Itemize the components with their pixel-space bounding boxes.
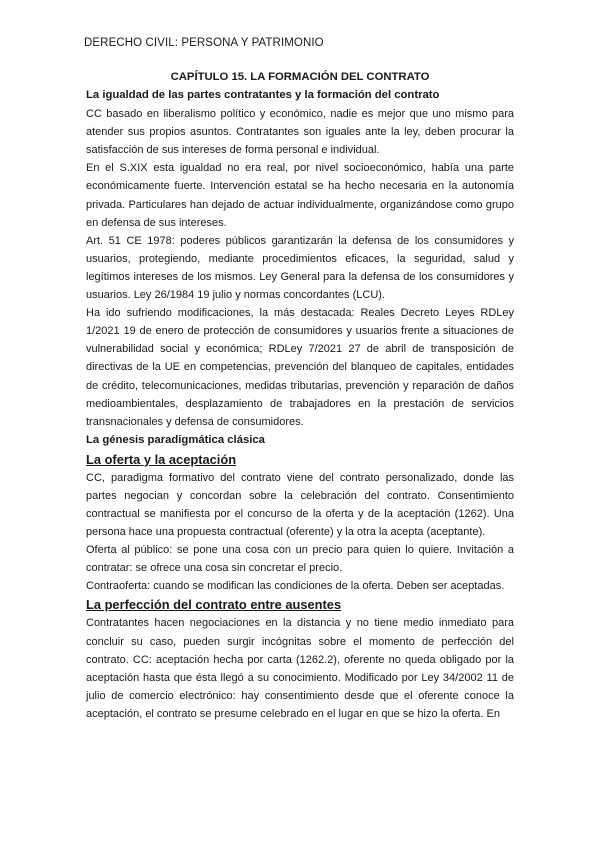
subsection-heading-perfeccion: La perfección del contrato entre ausentes [86, 597, 342, 613]
chapter-title: CAPÍTULO 15. LA FORMACIÓN DEL CONTRATO [170, 71, 430, 83]
section-heading-igualdad: La igualdad de las partes contratantes y la formación del contrato [86, 89, 440, 102]
page-content [86, 68, 514, 723]
paragraph: Ha ido sufriendo modificaciones, la más destacada: Reales Decreto Leyes RDLey 1/2021 19 de enero de protección de consumidores y usuarios frente a situaciones de vulnerabilidad social y económica; RDLey 7/2021 27 de abril de transposición de directivas de la UE en competencias, prevención del blanqueo de capitales, entidades de crédito, telecomunicaciones, medidas tributarias, prevención y reparación de daños medioambientales, desplazamiento de trabajadores en la prestación de servicios transnacionales y defensa de consumidores. [86, 307, 514, 428]
paragraph: Contraoferta: cuando se modifican las condiciones de la oferta. Deben ser aceptadas. [86, 580, 505, 593]
paragraph: Art. 51 CE 1978: poderes públicos garantizarán la defensa de los consumidores y usuarios, protegiendo, mediante procedimientos eficaces, la seguridad, salud y legítimos intereses de los mismos. Ley General para la defensa de los consumidores y usuarios. Ley 26/1984 19 julio y normas concordantes (LCU). [86, 234, 514, 302]
paragraph: En el S.XIX esta igualdad no era real, por nivel socioeconómico, había una parte económicamente fuerte. Intervención estatal se ha hecho necesaria en la autonomía privada. Particulares han dejado de actuar individualmente, organizándose como grupo en defensa de sus intereses. [86, 162, 514, 229]
section-heading-genesis: La génesis paradigmática clásica [86, 433, 265, 446]
subsection-heading-oferta: La oferta y la aceptación [86, 451, 237, 467]
paragraph: Contratantes hacen negociaciones en la distancia y no tiene medio inmediato para concluir su caso, pueden surgir incógnitas sobre el momento de perfección del contrato. CC: aceptación hecha por carta (1262.2), oferente no queda obligado por la aceptación hasta que ésta llegó a su conocimiento. Modificado por Ley 34/2002 11 de julio de comercio electrónico: hay consentimiento desde que el oferente conoce la aceptación, el contrato se presume celebrado en el lugar en que se hizo la oferta. En [86, 617, 514, 720]
paragraph: CC basado en liberalismo político y económico, nadie es mejor que uno mismo para atender sus propios asuntos. Contratantes son iguales ante la ley, deben procurar la satisfacción de sus intereses de forma personal e individual. [86, 108, 514, 157]
running-header: DERECHO CIVIL: PERSONA Y PATRIMONIO [84, 37, 324, 49]
paragraph: Oferta al público: se pone una cosa con un precio para quien lo quiere. Invitación a contratar: se ofrece una cosa sin concretar el precio. [86, 544, 514, 575]
paragraph: CC, paradigma formativo del contrato viene del contrato personalizado, donde las partes negocian y concordan sobre la celebración del contrato. Consentimiento contractual se manifiesta por el concurso de la oferta y de la aceptación (1262). Una persona hace una propuesta contractual (oferente) y la otra la acepta (aceptante). [86, 471, 514, 539]
